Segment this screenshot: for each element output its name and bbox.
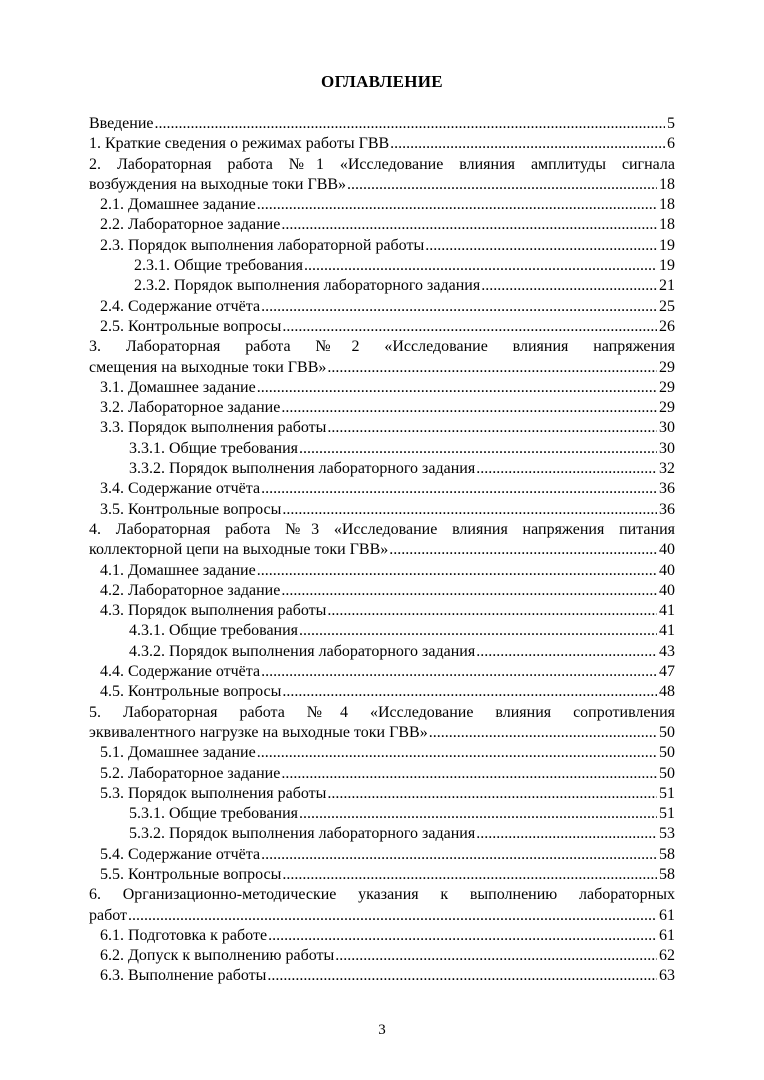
toc-page-number: 41 — [659, 622, 675, 640]
toc-entry-label: 5.4. Содержание отчёта — [100, 845, 261, 863]
leader-dots — [390, 134, 665, 154]
toc-page-number: 51 — [659, 784, 675, 802]
toc-page-number: 6 — [667, 135, 675, 153]
toc-entry-2-3-1[interactable] — [89, 256, 675, 276]
leader-dots — [267, 966, 657, 986]
toc-entry-4-3[interactable] — [89, 601, 675, 621]
toc-page-number: 21 — [659, 277, 675, 295]
toc-entry-2-line1[interactable]: 2. Лабораторная работа №1 «Исследование влияния амплитуды сигнала — [89, 155, 675, 173]
toc-entry-label: смещения на выходные токи ГВВ» — [89, 358, 327, 376]
toc-entry-label: 3.5. Контрольные вопросы — [100, 500, 282, 518]
toc-page-number: 51 — [659, 805, 675, 823]
toc-entry-3-3-1[interactable] — [89, 439, 675, 459]
toc-entry-label: работ — [89, 906, 128, 924]
toc-page-number: 50 — [659, 744, 675, 762]
toc-entry-4-4[interactable] — [89, 662, 675, 682]
toc-entry-5-4[interactable] — [89, 845, 675, 865]
toc-entry-5-2[interactable] — [89, 764, 675, 784]
toc-entry-2-1[interactable] — [89, 195, 675, 215]
toc-entry-label: 4.3. Порядок выполнения работы — [100, 602, 327, 620]
toc-page-number: 36 — [659, 480, 675, 498]
toc-page-number: 26 — [659, 317, 675, 335]
toc-entry-introduction[interactable] — [89, 114, 675, 134]
toc-page-number: 58 — [659, 865, 675, 883]
leader-dots — [304, 256, 657, 276]
leader-dots — [389, 540, 657, 560]
toc-entry-3-1[interactable] — [89, 378, 675, 398]
toc-entry-label: 3.3. Порядок выполнения работы — [100, 419, 327, 437]
leader-dots — [261, 297, 657, 317]
toc-entry-4[interactable] — [89, 540, 675, 560]
toc-page-number: 25 — [659, 297, 675, 315]
leader-dots — [282, 865, 657, 885]
toc-entry-5-1[interactable] — [89, 743, 675, 763]
toc-entry-label: 2.5. Контрольные вопросы — [100, 317, 282, 335]
toc-entry-4-1[interactable] — [89, 561, 675, 581]
leader-dots — [281, 581, 657, 601]
toc-entry-4-line1[interactable]: 4. Лабораторная работа №3 «Исследование влияния напряжения питания — [89, 520, 675, 538]
toc-page-number: 29 — [659, 358, 675, 376]
toc-entry-label: 3.3.2. Порядок выполнения лабораторного задания — [129, 460, 476, 478]
leader-dots — [281, 764, 657, 784]
toc-entry-label: 4.5. Контрольные вопросы — [100, 683, 282, 701]
toc-page-number: 18 — [659, 216, 675, 234]
toc-entry-2-2[interactable] — [89, 215, 675, 235]
toc-entry-label: 2.1. Домашнее задание — [100, 196, 256, 214]
toc-entry-2-5[interactable] — [89, 317, 675, 337]
toc-entry-2-3-2[interactable] — [89, 276, 675, 296]
toc-page-number: 48 — [659, 683, 675, 701]
toc-page-number: 40 — [659, 561, 675, 579]
leader-dots — [347, 175, 657, 195]
toc-entry-label: 3.2. Лабораторное задание — [100, 399, 281, 417]
toc-entry-4-3-2[interactable] — [89, 642, 675, 662]
toc-page-number: 50 — [659, 764, 675, 782]
toc-entry-label: 4.4. Содержание отчёта — [100, 663, 261, 681]
toc-entry-label: 2.3.2. Порядок выполнения лабораторного задания — [134, 277, 481, 295]
toc-entry-5-3-1[interactable] — [89, 804, 675, 824]
leader-dots — [327, 784, 657, 804]
toc-entry-1[interactable] — [89, 134, 675, 154]
leader-dots — [299, 621, 657, 641]
toc-entry-4-5[interactable] — [89, 682, 675, 702]
leader-dots — [335, 946, 657, 966]
leader-dots — [327, 358, 657, 378]
table-of-contents — [89, 114, 675, 987]
toc-entry-label: 5.2. Лабораторное задание — [100, 764, 281, 782]
toc-entry-label: 2.3.1. Общие требования — [134, 257, 304, 275]
toc-page-number: 61 — [659, 926, 675, 944]
leader-dots — [327, 418, 657, 438]
leader-dots — [257, 195, 657, 215]
toc-entry-label: 2.3. Порядок выполнения лабораторной работы — [100, 236, 425, 254]
toc-entry-label: возбуждения на выходные токи ГВВ» — [89, 175, 347, 193]
toc-entry-2-4[interactable] — [89, 297, 675, 317]
leader-dots — [425, 236, 657, 256]
toc-page-number: 36 — [659, 500, 675, 518]
toc-page-number: 32 — [659, 460, 675, 478]
toc-entry-5-line1[interactable]: 5. Лабораторная работа №4 «Исследование влияния сопротивления — [89, 703, 675, 721]
toc-page-number: 40 — [659, 541, 675, 559]
leader-dots — [257, 378, 657, 398]
toc-page-number: 19 — [659, 236, 675, 254]
leader-dots — [282, 317, 657, 337]
toc-entry-label: 5.5. Контрольные вопросы — [100, 865, 282, 883]
leader-dots — [282, 682, 657, 702]
leader-dots — [257, 743, 657, 763]
toc-entry-label: 6.2. Допуск к выполнению работы — [100, 947, 335, 965]
toc-entry-label: 5.1. Домашнее задание — [100, 744, 256, 762]
toc-entry-6-2[interactable] — [89, 946, 675, 966]
toc-entry-label: 5.3.1. Общие требования — [129, 805, 299, 823]
toc-entry-label: 2.4. Содержание отчёта — [100, 297, 261, 315]
toc-page-number: 40 — [659, 581, 675, 599]
leader-dots — [299, 439, 657, 459]
toc-entry-4-2[interactable] — [89, 581, 675, 601]
toc-page-number: 29 — [659, 378, 675, 396]
leader-dots — [128, 906, 657, 926]
toc-entry-label: 6.3. Выполнение работы — [100, 967, 267, 985]
toc-page-number: 29 — [659, 399, 675, 417]
toc-entry-label: 3.3.1. Общие требования — [129, 439, 299, 457]
toc-page-number: 18 — [659, 175, 675, 193]
toc-page-number: 62 — [659, 947, 675, 965]
toc-entry-3-line1[interactable]: 3. Лабораторная работа №2 «Исследование влияния напряжения — [89, 338, 675, 356]
toc-entry-label: 1. Краткие сведения о режимах работы ГВВ — [89, 135, 390, 153]
leader-dots — [476, 459, 657, 479]
page-number: 3 — [378, 1022, 386, 1038]
toc-entry-label: 5.3. Порядок выполнения работы — [100, 784, 327, 802]
leader-dots — [281, 215, 657, 235]
toc-entry-label: 2.2. Лабораторное задание — [100, 216, 281, 234]
toc-entry-label: Введение — [89, 115, 154, 132]
toc-entry-6[interactable] — [89, 906, 675, 926]
toc-entry-label: 4.3.2. Порядок выполнения лабораторного задания — [129, 642, 476, 660]
toc-entry-5[interactable] — [89, 723, 675, 743]
leader-dots — [481, 276, 657, 296]
leader-dots — [257, 561, 657, 581]
toc-entry-6-line1[interactable]: 6. Организационно-методические указания к выполнению лабораторных — [89, 886, 675, 904]
toc-entry-label: 6.1. Подготовка к работе — [100, 926, 268, 944]
leader-dots — [299, 804, 657, 824]
leader-dots — [429, 723, 657, 743]
toc-entry-3-3-2[interactable] — [89, 459, 675, 479]
toc-entry-5-3[interactable] — [89, 784, 675, 804]
toc-entry-label: 4.1. Домашнее задание — [100, 561, 256, 579]
toc-page-number: 30 — [659, 439, 675, 457]
toc-page-number: 61 — [659, 906, 675, 924]
toc-page-number: 19 — [659, 257, 675, 275]
leader-dots — [155, 114, 666, 134]
toc-page-number: 30 — [659, 419, 675, 437]
toc-entry-5-3-2[interactable] — [89, 824, 675, 844]
toc-entry-label: 3.4. Содержание отчёта — [100, 480, 261, 498]
toc-entry-3-4[interactable] — [89, 479, 675, 499]
leader-dots — [268, 926, 657, 946]
leader-dots — [261, 479, 657, 499]
leader-dots — [261, 662, 657, 682]
toc-entry-label: 4.3.1. Общие требования — [129, 622, 299, 640]
toc-entry-6-1[interactable] — [89, 926, 675, 946]
toc-entry-3[interactable] — [89, 358, 675, 378]
toc-page-number: 18 — [659, 196, 675, 214]
toc-entry-5-5[interactable] — [89, 865, 675, 885]
leader-dots — [282, 500, 657, 520]
leader-dots — [327, 601, 657, 621]
leader-dots — [476, 642, 657, 662]
toc-page-number: 43 — [659, 642, 675, 660]
toc-entry-2[interactable] — [89, 175, 675, 195]
toc-page-number: 63 — [659, 967, 675, 985]
toc-entry-4-3-1[interactable] — [89, 621, 675, 641]
toc-entry-label: 3.1. Домашнее задание — [100, 378, 256, 396]
toc-page-number: 50 — [659, 723, 675, 741]
toc-page-number: 47 — [659, 663, 675, 681]
toc-page-number: 41 — [659, 602, 675, 620]
toc-entry-6-3[interactable] — [89, 966, 675, 986]
toc-page-number: 53 — [659, 825, 675, 843]
toc-entry-label: 5.3.2. Порядок выполнения лабораторного задания — [129, 825, 476, 843]
leader-dots — [476, 824, 657, 844]
toc-entry-label: эквивалентного нагрузке на выходные токи ГВВ» — [89, 723, 428, 741]
toc-page-number: 5 — [667, 115, 675, 132]
toc-entry-2-3[interactable] — [89, 236, 675, 256]
page-title: ОГЛАВЛЕНИЕ — [321, 72, 443, 91]
toc-entry-label: 4.2. Лабораторное задание — [100, 581, 281, 599]
leader-dots — [281, 398, 657, 418]
toc-entry-label: коллекторной цепи на выходные токи ГВВ» — [89, 541, 389, 559]
toc-entry-3-2[interactable] — [89, 398, 675, 418]
toc-entry-3-5[interactable] — [89, 500, 675, 520]
toc-page-number: 58 — [659, 845, 675, 863]
leader-dots — [261, 845, 657, 865]
toc-entry-3-3[interactable] — [89, 418, 675, 438]
